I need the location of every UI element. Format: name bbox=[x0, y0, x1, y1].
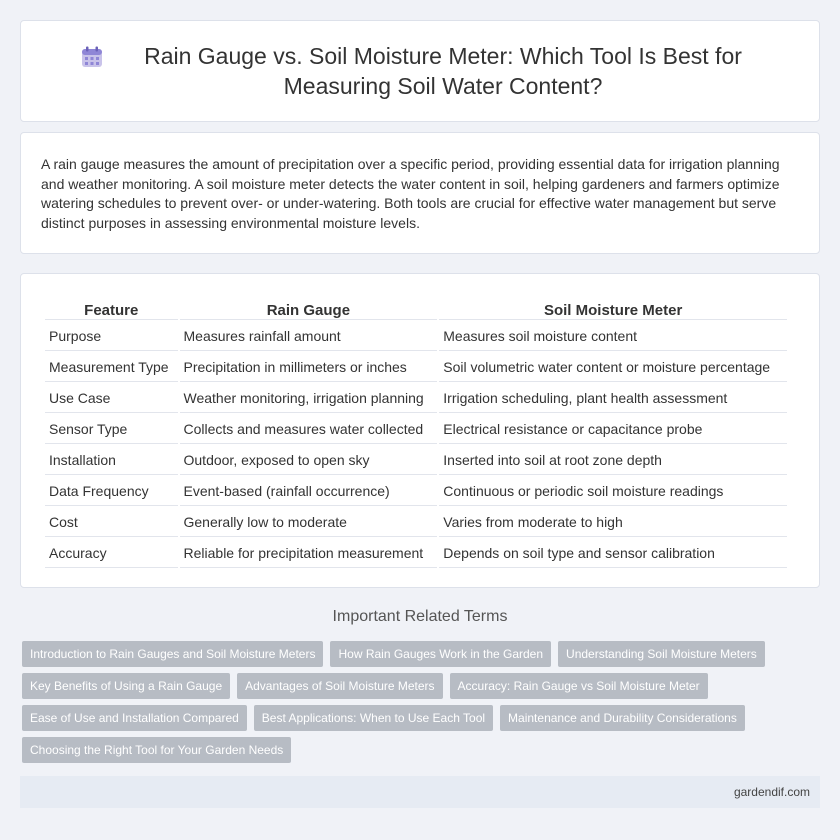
cell-feature: Sensor Type bbox=[45, 415, 178, 444]
cell-rain-gauge: Measures rainfall amount bbox=[180, 322, 438, 351]
table-row bbox=[45, 446, 787, 475]
related-term-link[interactable]: Introduction to Rain Gauges and Soil Moisture Meters bbox=[22, 641, 323, 667]
footer-site-name: gardendif.com bbox=[733, 785, 810, 799]
cell-rain-gauge: Precipitation in millimeters or inches bbox=[180, 353, 438, 382]
related-term-link[interactable]: How Rain Gauges Work in the Garden bbox=[330, 641, 551, 667]
cell-feature: Cost bbox=[45, 508, 178, 537]
calendar-icon bbox=[80, 45, 104, 69]
table-header-row bbox=[45, 298, 787, 320]
table-row bbox=[45, 415, 787, 444]
cell-rain-gauge: Reliable for precipitation measurement bbox=[180, 539, 438, 568]
related-term-link[interactable]: Understanding Soil Moisture Meters bbox=[558, 641, 765, 667]
header-soil-moisture-meter: Soil Moisture Meter bbox=[439, 298, 787, 320]
related-term-link[interactable]: Ease of Use and Installation Compared bbox=[22, 705, 247, 731]
cell-soil-moisture-meter: Electrical resistance or capacitance probe bbox=[439, 415, 787, 444]
cell-rain-gauge: Event-based (rainfall occurrence) bbox=[180, 477, 438, 506]
intro-card bbox=[20, 132, 820, 254]
table-row bbox=[45, 353, 787, 382]
table-row bbox=[45, 539, 787, 568]
related-term-link[interactable]: Accuracy: Rain Gauge vs Soil Moisture Meter bbox=[450, 673, 708, 699]
cell-soil-moisture-meter: Varies from moderate to high bbox=[439, 508, 787, 537]
cell-soil-moisture-meter: Inserted into soil at root zone depth bbox=[439, 446, 787, 475]
cell-rain-gauge: Outdoor, exposed to open sky bbox=[180, 446, 438, 475]
footer bbox=[20, 776, 820, 808]
cell-soil-moisture-meter: Soil volumetric water content or moisture percentage bbox=[439, 353, 787, 382]
related-term-link[interactable]: Best Applications: When to Use Each Tool bbox=[254, 705, 493, 731]
comparison-table bbox=[43, 296, 789, 570]
cell-feature: Installation bbox=[45, 446, 178, 475]
cell-rain-gauge: Collects and measures water collected bbox=[180, 415, 438, 444]
cell-rain-gauge: Generally low to moderate bbox=[180, 508, 438, 537]
related-terms-list bbox=[22, 641, 802, 769]
related-term-link[interactable]: Maintenance and Durability Considerations bbox=[500, 705, 745, 731]
header-feature: Feature bbox=[45, 298, 178, 320]
page-title: Rain Gauge vs. Soil Moisture Meter: Which Tool Is Best for Measuring Soil Water Content? bbox=[144, 43, 742, 99]
table-row bbox=[45, 477, 787, 506]
related-term-link[interactable]: Choosing the Right Tool for Your Garden Needs bbox=[22, 737, 291, 763]
cell-soil-moisture-meter: Irrigation scheduling, plant health assessment bbox=[439, 384, 787, 413]
related-term-link[interactable]: Advantages of Soil Moisture Meters bbox=[237, 673, 442, 699]
related-term-link[interactable]: Key Benefits of Using a Rain Gauge bbox=[22, 673, 230, 699]
cell-soil-moisture-meter: Depends on soil type and sensor calibration bbox=[439, 539, 787, 568]
title-wrap bbox=[80, 41, 760, 101]
cell-soil-moisture-meter: Continuous or periodic soil moisture readings bbox=[439, 477, 787, 506]
comparison-card bbox=[20, 273, 820, 588]
cell-feature: Accuracy bbox=[45, 539, 178, 568]
cell-rain-gauge: Weather monitoring, irrigation planning bbox=[180, 384, 438, 413]
header-rain-gauge: Rain Gauge bbox=[180, 298, 438, 320]
cell-feature: Measurement Type bbox=[45, 353, 178, 382]
table-row bbox=[45, 384, 787, 413]
table-row bbox=[45, 322, 787, 351]
title-card bbox=[20, 20, 820, 122]
cell-soil-moisture-meter: Measures soil moisture content bbox=[439, 322, 787, 351]
cell-feature: Purpose bbox=[45, 322, 178, 351]
table-row bbox=[45, 508, 787, 537]
cell-feature: Data Frequency bbox=[45, 477, 178, 506]
intro-paragraph: A rain gauge measures the amount of precipitation over a specific period, providing essential data for irrigation planning and weather monitoring. A soil moisture meter detects the water content in soil, helping gardeners and farmers optimize watering schedules to prevent over- or under-watering. Both tools are crucial for effective water management but serve distinct purposes in assessing environmental moisture levels. bbox=[41, 156, 780, 231]
related-terms-heading: Important Related Terms bbox=[332, 608, 508, 625]
cell-feature: Use Case bbox=[45, 384, 178, 413]
